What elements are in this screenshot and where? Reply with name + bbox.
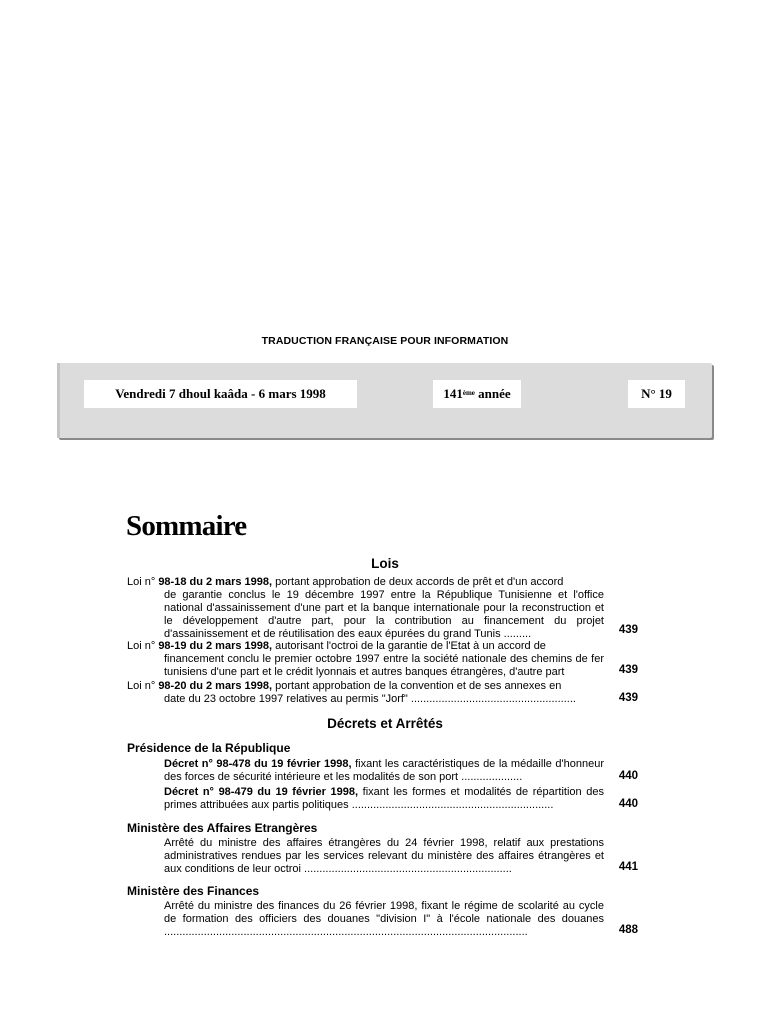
decret-entry-2: Décret n° 98-479 du 19 février 1998, fixant les formes et modalités de répartition des primes attribuées aux partis politiques .................................................................. xyxy=(164,786,604,811)
loi-entry-1-first-line: Loi n° 98-18 du 2 mars 1998, portant approbation de deux accords de prêt et d'un accord xyxy=(127,576,564,588)
decret-entry-2-page: 440 xyxy=(618,798,638,810)
decret-entry-1-page: 440 xyxy=(618,770,638,782)
arrete-affaires-etrangeres: Arrêté du ministre des affaires étrangères du 24 février 1998, relatif aux prestations administratives rendues par les services relevant du ministère des affaires étrangères et aux conditions de leur octroi .................................................................... xyxy=(164,837,604,875)
loi-entry-2-page: 439 xyxy=(618,664,638,676)
arrete-finances-page: 488 xyxy=(618,924,638,936)
year-number: 141 xyxy=(443,386,463,401)
decret-entry-1: Décret n° 98-478 du 19 février 1998, fixant les caractéristiques de la médaille d'honneur des forces de sécurité intérieure et les modalités de son port .................... xyxy=(164,758,604,783)
org-affaires-etrangeres: Ministère des Affaires Etrangères xyxy=(127,821,318,835)
section-heading-decrets: Décrets et Arrêtés xyxy=(327,716,443,731)
issue-year xyxy=(433,380,521,408)
loi-entry-3-body: date du 23 octobre 1997 relatives au permis "Jorf" ...................................................... xyxy=(164,693,576,705)
page-title: Sommaire xyxy=(126,510,247,542)
issue-banner xyxy=(57,363,712,438)
issue-number: N° 19 xyxy=(628,380,685,408)
loi-entry-3-first-line: Loi n° 98-20 du 2 mars 1998, portant approbation de la convention et de ses annexes en xyxy=(127,680,562,692)
year-superscript: ème xyxy=(462,389,475,397)
translation-notice: TRADUCTION FRANÇAISE POUR INFORMATION xyxy=(261,335,509,347)
loi-entry-2-first-line: Loi n° 98-19 du 2 mars 1998, autorisant l'octroi de la garantie de l'Etat à un accord de xyxy=(127,640,546,652)
org-presidence: Présidence de la République xyxy=(127,741,291,755)
arrete-affaires-etrangeres-page: 441 xyxy=(618,861,638,873)
issue-date: Vendredi 7 dhoul kaâda - 6 mars 1998 xyxy=(84,380,357,408)
org-finances: Ministère des Finances xyxy=(127,884,260,898)
section-heading-lois: Lois xyxy=(371,556,399,571)
loi-entry-1-body: de garantie conclus le 19 décembre 1997 entre la République Tunisienne et l'office national d'assainissement d'une part et la banque internationale pour la reconstruction et le développement d'autre part, pour la contribution au financement du projet d'assainissement et de réutilisation des eaux épurées du grand Tunis ......... xyxy=(164,589,604,640)
arrete-finances: Arrêté du ministre des finances du 26 février 1998, fixant le régime de scolarité au cycle de formation des officiers des douanes "division I" à l'école nationale des douanes ....................................................................................................................... xyxy=(164,900,604,938)
loi-entry-3-page: 439 xyxy=(618,692,638,704)
loi-entry-1-page: 439 xyxy=(618,624,638,636)
loi-entry-2-body: financement conclu le premier octobre 1997 entre la société nationale des chemins de fer tunisiens d'une part et le crédit lyonnais et autres banques étrangères, d'autre part xyxy=(164,653,604,678)
year-word: année xyxy=(478,386,511,401)
